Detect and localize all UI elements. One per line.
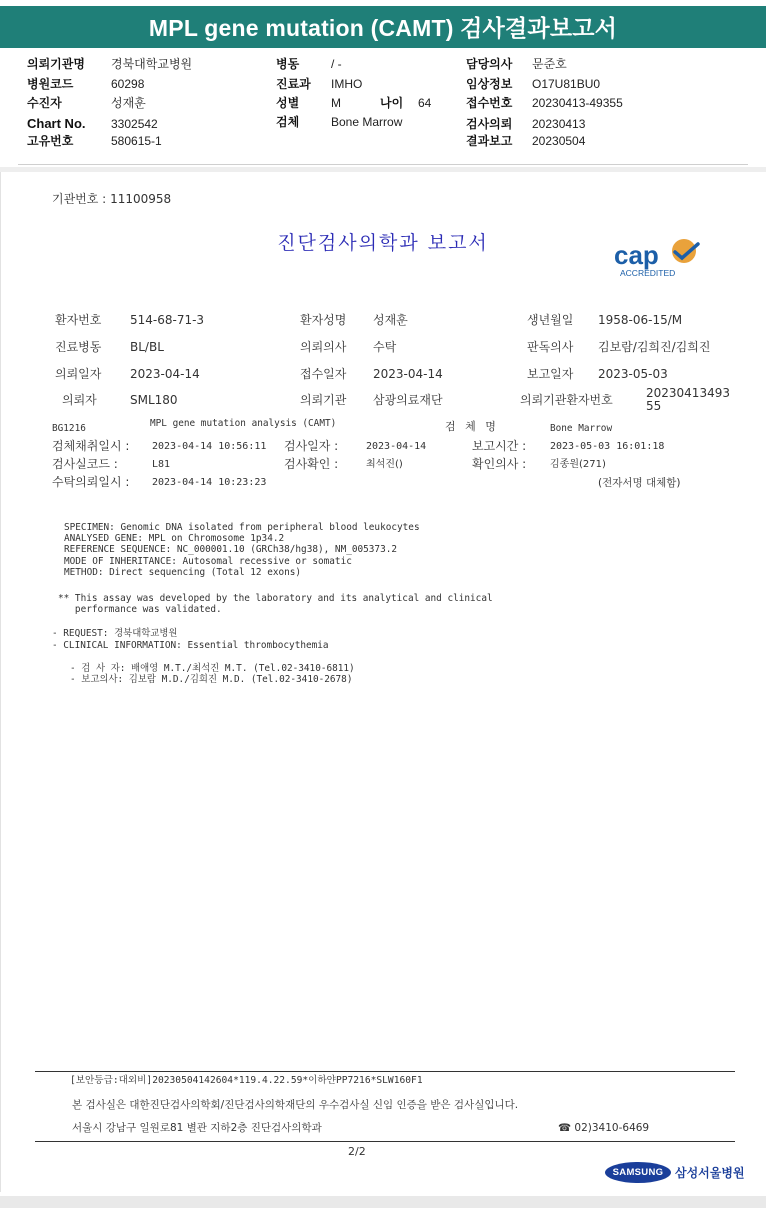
requesting-doctor-value: 수탁 xyxy=(373,340,397,354)
header-value-result-date: 20230504 xyxy=(532,134,586,148)
cap-logo-text: cap xyxy=(614,240,659,270)
requesting-institution-label: 의뢰기관 xyxy=(300,393,347,407)
header-divider xyxy=(18,164,748,165)
cap-logo-subtext: ACCREDITED xyxy=(620,268,676,278)
requesting-doctor-label: 의뢰의사 xyxy=(300,340,347,354)
patient-number-label: 환자번호 xyxy=(55,313,102,327)
header-value-request-date: 20230413 xyxy=(532,117,586,131)
report-line: SPECIMEN: Genomic DNA isolated from peripheral blood leukocytes xyxy=(64,522,420,533)
report-date-value: 2023-05-03 xyxy=(598,367,668,381)
receipt-date-value: 2023-04-14 xyxy=(373,367,443,381)
outsource-request-value: 2023-04-14 10:23:23 xyxy=(152,477,267,488)
institution-number: 기관번호 : 11100958 xyxy=(52,192,172,206)
header-field-chart-no: Chart No. xyxy=(27,116,86,131)
header-value-unique-no: 580615-1 xyxy=(111,134,162,148)
confirm-doctor-label: 확인의사 : xyxy=(472,457,527,471)
samsung-brand-mark: SAMSUNG xyxy=(605,1162,671,1183)
document-title: 진단검사의학과 보고서 xyxy=(277,232,489,254)
header-value-doctor: 문준호 xyxy=(532,57,567,71)
header-field-sex: 성별 xyxy=(276,96,300,110)
requester-value: SML180 xyxy=(130,393,178,407)
page-number: 2/2 xyxy=(348,1145,366,1158)
patient-number-value: 514-68-71-3 xyxy=(130,313,205,327)
header-value-department: IMHO xyxy=(331,77,363,91)
test-code: BG1216 xyxy=(52,423,86,434)
patient-name-label: 환자성명 xyxy=(300,313,347,327)
header-value-ward: / - xyxy=(331,57,342,71)
lab-code-label: 검사실코드 : xyxy=(52,457,118,471)
report-date-label: 보고일자 xyxy=(527,367,574,381)
footer-divider xyxy=(35,1141,735,1142)
validation-note: performance was validated. xyxy=(58,604,222,615)
header-value-patient: 성재훈 xyxy=(111,96,146,110)
page-edge xyxy=(0,172,1,1192)
test-confirm-label: 검사확인 : xyxy=(284,457,339,471)
certification-text: 본 검사실은 대한진단검사의학회/진단검사의학재단의 우수검사실 신임 인증을 받은 검사실입니다. xyxy=(72,1099,519,1111)
page-bottom-band xyxy=(0,1196,766,1208)
outsource-request-label: 수탁의뢰일시 : xyxy=(52,475,130,489)
test-confirm-value: 최석진() xyxy=(366,459,403,470)
electronic-signature-note: (전자서명 대체함) xyxy=(598,477,681,489)
requester-label: 의뢰자 xyxy=(62,393,97,407)
header-value-clinical-info: O17U81BU0 xyxy=(532,77,601,91)
header-field-accession-no: 접수번호 xyxy=(466,96,513,110)
header-value-hospital-code: 60298 xyxy=(111,77,145,91)
header-value-specimen: Bone Marrow xyxy=(331,115,403,129)
birthdate-label: 생년월일 xyxy=(527,313,574,327)
collection-time-value: 2023-04-14 10:56:11 xyxy=(152,441,267,452)
validation-note: ** This assay was developed by the laboratory and its analytical and clinical xyxy=(58,593,493,604)
test-date-value: 2023-04-14 xyxy=(366,441,427,452)
hospital-name: 삼성서울병원 xyxy=(675,1166,745,1180)
collection-time-label: 검체채취일시 : xyxy=(52,439,130,453)
lab-address: 서울시 강남구 일원로81 별관 지하2층 진단검사의학과 xyxy=(72,1122,322,1134)
reading-doctor-value: 김보람/김희진/김희진 xyxy=(598,340,711,354)
requesting-institution-value: 삼광의료재단 xyxy=(373,393,443,407)
header-field-hospital-code: 병원코드 xyxy=(27,77,74,91)
header-field-specimen: 검체 xyxy=(276,115,300,129)
ward-value: BL/BL xyxy=(130,340,164,354)
clinical-info-line: - CLINICAL INFORMATION: Essential thrombocythemia xyxy=(52,640,329,651)
samsung-hospital-logo xyxy=(605,1161,745,1185)
request-line: - REQUEST: 경북대학교병원 xyxy=(52,628,178,639)
birthdate-value: 1958-06-15/M xyxy=(598,313,683,327)
reading-doctor-label: 판독의사 xyxy=(527,340,574,354)
header-field-patient: 수진자 xyxy=(27,96,62,110)
specimen-name-value: Bone Marrow xyxy=(550,423,613,434)
report-time-label: 보고시간 : xyxy=(472,439,527,453)
header-value-institution: 경북대학교병원 xyxy=(111,57,193,71)
patient-name-value: 성재훈 xyxy=(373,313,408,327)
reporting-doctor-line: - 보고의사: 김보람 M.D./김희진 M.D. (Tel.02-3410-2678) xyxy=(70,674,353,685)
header-field-doctor: 담당의사 xyxy=(466,57,513,71)
header-value-chart-no: 3302542 xyxy=(111,117,158,131)
header-value-accession-no: 20230413-49355 xyxy=(532,96,623,110)
header-value-age: 64 xyxy=(418,96,432,110)
header-field-institution: 의뢰기관명 xyxy=(27,57,85,71)
header-field-result-date: 결과보고 xyxy=(466,134,513,148)
lab-code-value: L81 xyxy=(152,459,171,470)
institution-patient-no-value: 2023041349355 xyxy=(646,386,730,413)
report-title: MPL gene mutation (CAMT) 검사결과보고서 xyxy=(0,6,766,48)
header-field-request-date: 검사의뢰 xyxy=(466,117,513,131)
specimen-name-label: 검 체 명 xyxy=(445,420,499,433)
header-field-department: 진료과 xyxy=(276,77,311,91)
header-value-sex: M xyxy=(331,96,341,110)
request-date-label: 의뢰일자 xyxy=(55,367,102,381)
report-line: ANALYSED GENE: MPL on Chromosome 1p34.2 xyxy=(64,533,285,544)
page-top-band xyxy=(0,167,766,172)
confirm-doctor-value: 김종원(271) xyxy=(550,459,606,470)
tester-line: - 검 사 자: 배애영 M.T./최석진 M.T. (Tel.02-3410-6811) xyxy=(70,663,355,674)
header-field-ward: 병동 xyxy=(276,57,300,71)
report-line: MODE OF INHERITANCE: Autosomal recessive or somatic xyxy=(64,556,352,567)
ward-label: 진료병동 xyxy=(55,340,102,354)
report-line: REFERENCE SEQUENCE: NC_000001.10 (GRCh38/hg38), NM_005373.2 xyxy=(64,544,398,555)
cap-accredited-logo xyxy=(612,236,712,280)
header-field-age: 나이 xyxy=(380,96,404,110)
receipt-date-label: 접수일자 xyxy=(300,367,347,381)
report-line: METHOD: Direct sequencing (Total 12 exons) xyxy=(64,567,302,578)
institution-patient-no-label: 의뢰기관환자번호 xyxy=(520,393,613,407)
test-name: MPL gene mutation analysis (CAMT) xyxy=(150,418,337,429)
security-line: [보안등급:대외비]20230504142604*119.4.22.59*이하얀PP7216*SLW160F1 xyxy=(70,1075,423,1086)
footer-divider xyxy=(35,1071,735,1072)
header-field-clinical-info: 임상정보 xyxy=(466,77,513,91)
request-date-value: 2023-04-14 xyxy=(130,367,200,381)
header-field-unique-no: 고유번호 xyxy=(27,134,74,148)
report-time-value: 2023-05-03 16:01:18 xyxy=(550,441,665,452)
test-date-label: 검사일자 : xyxy=(284,439,339,453)
lab-phone: ☎ 02)3410-6469 xyxy=(558,1122,650,1134)
